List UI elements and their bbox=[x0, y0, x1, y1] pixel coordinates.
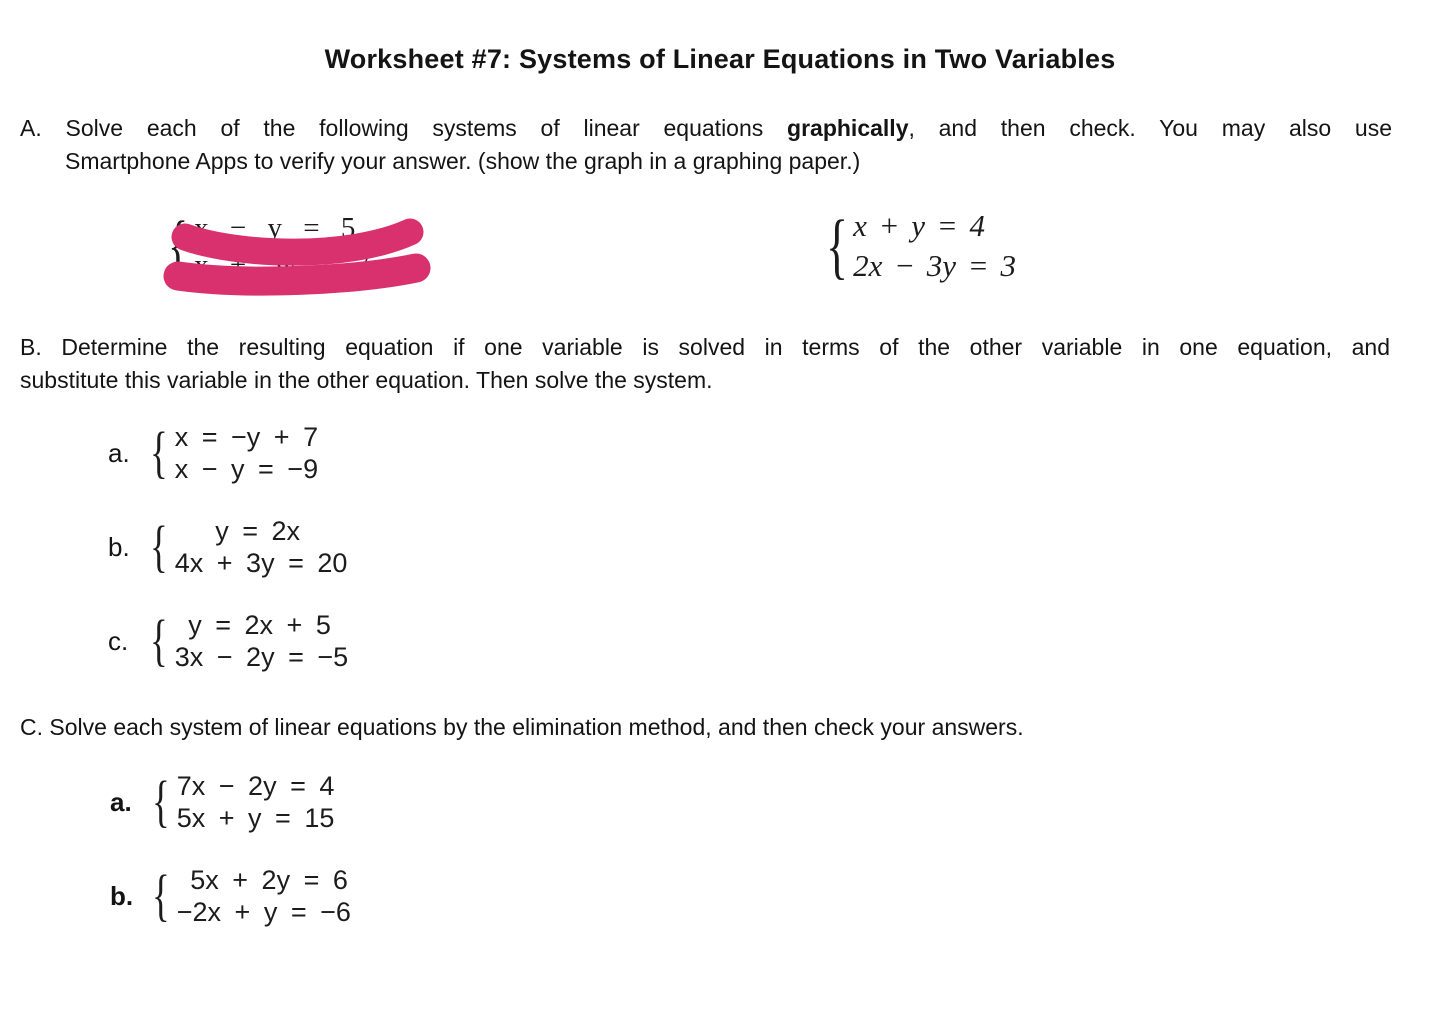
left-curly-brace: { bbox=[168, 209, 189, 285]
equation-line: 5x + 2y = 6 bbox=[176, 865, 348, 895]
left-curly-brace: { bbox=[150, 515, 168, 579]
section-b-paragraph bbox=[20, 331, 1390, 397]
section-b-text: Determine the resulting equation if one variable is solved in terms of the other variable in one equation, and bbox=[61, 334, 1391, 360]
system-a2-equations bbox=[853, 206, 1016, 286]
left-curly-brace: { bbox=[150, 421, 168, 485]
equation-line: x − y = 5 bbox=[194, 212, 356, 244]
section-a-bold-word: graphically bbox=[787, 115, 909, 141]
equation-line: 3x − 2y = −5 bbox=[174, 642, 349, 672]
equation-line: 2x − 3y = 3 bbox=[853, 248, 1016, 283]
section-a-paragraph bbox=[20, 112, 1392, 178]
item-label: b. bbox=[110, 880, 134, 911]
equations bbox=[177, 864, 351, 928]
equations bbox=[175, 515, 348, 579]
equations bbox=[177, 770, 335, 834]
section-b-label: B. bbox=[20, 334, 42, 360]
system-b-item-c bbox=[108, 609, 348, 673]
equation-line: x = −y + 7 bbox=[174, 422, 319, 452]
section-c-text: Solve each system of linear equations by the elimination method, and then check your answers. bbox=[49, 714, 1024, 740]
left-curly-brace: { bbox=[826, 204, 849, 286]
equation-line: 4x + 3y = 20 bbox=[174, 548, 348, 578]
left-curly-brace: { bbox=[152, 770, 170, 834]
left-curly-brace: { bbox=[152, 864, 170, 928]
section-c-label: C. bbox=[20, 714, 43, 740]
equations bbox=[175, 609, 348, 673]
section-a-line2: Smartphone Apps to verify your answer. (show the graph in a graphing paper.) bbox=[65, 148, 861, 174]
equations bbox=[175, 421, 318, 485]
equation-line: x + 5y = 7 bbox=[194, 249, 370, 281]
equation-line: 5x + y = 15 bbox=[176, 803, 335, 833]
section-a-text-pre: Solve each of the following systems of linear equations bbox=[65, 115, 764, 141]
equation-line: x − y = −9 bbox=[174, 454, 319, 484]
section-c-paragraph bbox=[20, 711, 1420, 744]
item-label: c. bbox=[108, 625, 129, 656]
system-b-item-a bbox=[108, 421, 318, 485]
system-a1-crossed bbox=[168, 210, 370, 284]
equation-line: 7x − 2y = 4 bbox=[176, 771, 335, 801]
section-a-text-post: , and then check. You may also use bbox=[908, 115, 1393, 141]
left-curly-brace: { bbox=[150, 609, 168, 673]
item-label: b. bbox=[108, 531, 130, 562]
item-label: a. bbox=[108, 437, 130, 468]
equation-line: −2x + y = −6 bbox=[176, 897, 351, 927]
section-a-line1 bbox=[20, 112, 1393, 145]
section-b-line1 bbox=[20, 331, 1390, 364]
section-b-line2: substitute this variable in the other equation. Then solve the system. bbox=[20, 367, 713, 393]
equation-line: y = 2x + 5 bbox=[174, 610, 331, 640]
system-a2 bbox=[826, 206, 1016, 286]
worksheet-title: Worksheet #7: Systems of Linear Equations in Two Variables bbox=[324, 44, 1116, 74]
equation-line: y = 2x bbox=[174, 516, 301, 546]
system-b-item-b bbox=[108, 515, 347, 579]
system-c-item-b bbox=[110, 864, 351, 928]
system-c-item-a bbox=[110, 770, 334, 834]
equation-line: x + y = 4 bbox=[853, 208, 985, 243]
section-a-label: A. bbox=[20, 115, 42, 141]
item-label: a. bbox=[110, 786, 132, 817]
system-a1-equations bbox=[194, 210, 370, 284]
